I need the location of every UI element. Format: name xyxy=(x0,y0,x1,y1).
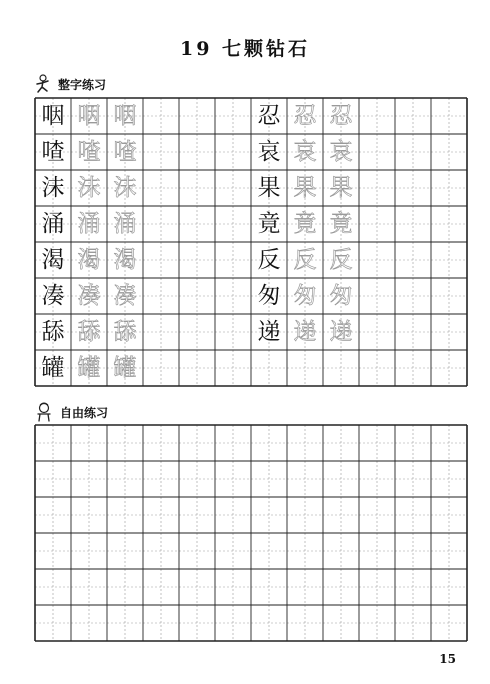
trace-character: 罐 xyxy=(77,354,101,381)
trace-character: 果 xyxy=(329,174,353,201)
page-number: 15 xyxy=(439,652,456,666)
trace-character: 递 xyxy=(329,318,353,345)
child-figure-icon xyxy=(34,402,54,422)
trace-character: 匆 xyxy=(293,282,317,309)
trace-character: 涌 xyxy=(113,210,137,237)
trace-character: 递 xyxy=(293,318,317,345)
model-character: 罐 xyxy=(41,354,65,381)
section-heading-free-practice xyxy=(34,400,108,424)
trace-character: 渴 xyxy=(113,246,137,273)
trace-character: 反 xyxy=(329,246,353,273)
section-label: 整字练习 xyxy=(58,77,107,92)
tianzige-grid-lines xyxy=(34,424,468,642)
model-character: 忍 xyxy=(257,102,281,129)
trace-character: 涌 xyxy=(77,210,101,237)
trace-character: 哀 xyxy=(329,138,353,165)
trace-character: 沫 xyxy=(113,174,137,201)
trace-character: 匆 xyxy=(329,282,353,309)
free-practice-grid xyxy=(34,424,468,642)
trace-character: 喳 xyxy=(113,138,137,165)
trace-character: 果 xyxy=(293,174,317,201)
practice-grid xyxy=(34,97,468,387)
section-heading-character-practice xyxy=(34,72,106,96)
trace-character: 反 xyxy=(293,246,317,273)
running-person-icon xyxy=(34,74,52,94)
trace-character: 忍 xyxy=(329,102,353,129)
trace-character: 凑 xyxy=(77,282,101,309)
model-character: 咽 xyxy=(41,102,65,129)
model-character: 涌 xyxy=(41,210,65,237)
model-character: 舔 xyxy=(41,318,65,345)
model-character: 反 xyxy=(257,246,281,273)
trace-character: 竟 xyxy=(293,210,317,237)
trace-character: 渴 xyxy=(77,246,101,273)
trace-character: 哀 xyxy=(293,138,317,165)
model-character: 凑 xyxy=(41,282,65,309)
trace-character: 忍 xyxy=(293,102,317,129)
model-character: 喳 xyxy=(41,138,65,165)
trace-character: 咽 xyxy=(113,102,137,129)
trace-character: 沫 xyxy=(77,174,101,201)
model-character: 递 xyxy=(257,318,281,345)
model-character: 匆 xyxy=(257,282,281,309)
trace-character: 凑 xyxy=(113,282,137,309)
model-character: 果 xyxy=(257,174,281,201)
trace-character: 咽 xyxy=(77,102,101,129)
model-character: 竟 xyxy=(257,210,281,237)
trace-character: 喳 xyxy=(77,138,101,165)
model-character: 哀 xyxy=(257,138,281,165)
trace-character: 罐 xyxy=(113,354,137,381)
trace-character: 舔 xyxy=(77,318,101,345)
section-label: 自由练习 xyxy=(60,405,109,420)
trace-character: 竟 xyxy=(329,210,353,237)
trace-character: 舔 xyxy=(113,318,137,345)
page-title: 19 七颗钻石 xyxy=(179,38,311,60)
model-character: 沫 xyxy=(41,174,65,201)
model-character: 渴 xyxy=(41,246,65,273)
